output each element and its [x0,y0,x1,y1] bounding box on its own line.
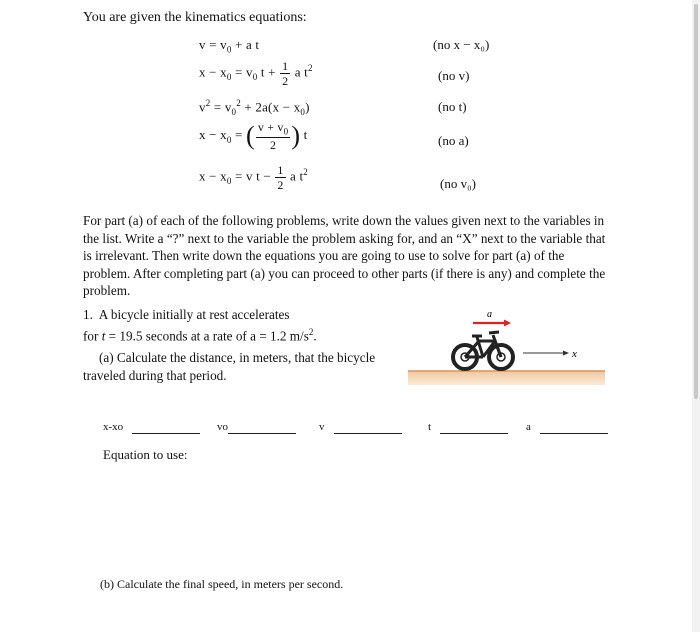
x-axis-arrowhead [563,351,569,356]
intro-text: You are given the kinematics equations: [83,10,307,25]
equation-4-condition: (no a) [438,133,469,148]
blank-label-vo: vo [217,421,228,433]
problem-line-2: = 19.5 seconds at a rate of a = 1.2 m/s [105,327,309,343]
bicycle-icon [453,332,513,369]
blank-v[interactable] [334,433,402,434]
problem-line-2-pre: for [83,327,102,343]
blank-vo[interactable] [228,433,296,434]
part-a-question [83,349,413,384]
equation-3-condition: (no t) [438,99,467,114]
equation-3: $v^2 = v_0^2 + 2a(x - x_0)$ [199,98,310,117]
equation-1: $v = v_0 + a$ t [199,37,260,55]
part-a-text: (a) Calculate the distance, in meters, that the bicycle traveled during that period. [83,350,376,383]
blank-label-t: t [428,421,432,433]
blank-x-xo[interactable] [132,433,200,434]
blank-label-a: a [526,421,531,433]
blank-t[interactable] [440,433,508,434]
problem-line-1: A bicycle initially at rest accelerates [98,307,290,322]
scroll-thumb[interactable] [694,4,698,399]
equation-5: $x - x_0 = v$ t − $\frac{1}{2}$ a $t^2$ [199,163,308,192]
accel-arrowhead [504,320,511,327]
time-variable: t [101,327,106,343]
bicycle-figure [405,305,610,385]
problem-1 [83,306,413,344]
equation-4: $x - x_0$ = ( $\frac{v + v_0}{2}$ ) t [199,120,308,153]
blank-label-v: v [319,421,325,433]
scrollbar[interactable] [692,0,700,632]
equation-2: $x - x_0 = v_0$ t + $\frac{1}{2}$ a $t^2$ [199,59,313,88]
problem-line-2-end: . [313,327,317,343]
equation-to-use-label: Equation to use: [103,447,188,462]
instructions-paragraph: For part (a) of each of the following problems, write down the values given next to the variables in the list. Write a “?” next to the variable the problem asking for, and an “X” next to the variable that is irrelevant. Then write down the equations you are going to use to solve for part (a) of the problem. After completing part (a) you can proceed to other parts (if there is any) and complete the problem. [83,213,606,298]
problem-number: 1. [83,307,93,322]
unit-exponent: 2 [308,326,314,337]
ground [408,371,605,385]
x-axis-label: x [572,348,577,360]
accel-label: a [487,309,492,320]
blank-a[interactable] [540,433,608,434]
equation-2-condition: (no v) [438,68,470,83]
blank-label-x-xo: x-xo [103,421,124,433]
equation-5-condition: (no v₀) [440,176,476,191]
equation-1-condition: (no x − x₀) [433,37,490,52]
part-b-question: (b) Calculate the final speed, in meters per second. [100,577,344,591]
